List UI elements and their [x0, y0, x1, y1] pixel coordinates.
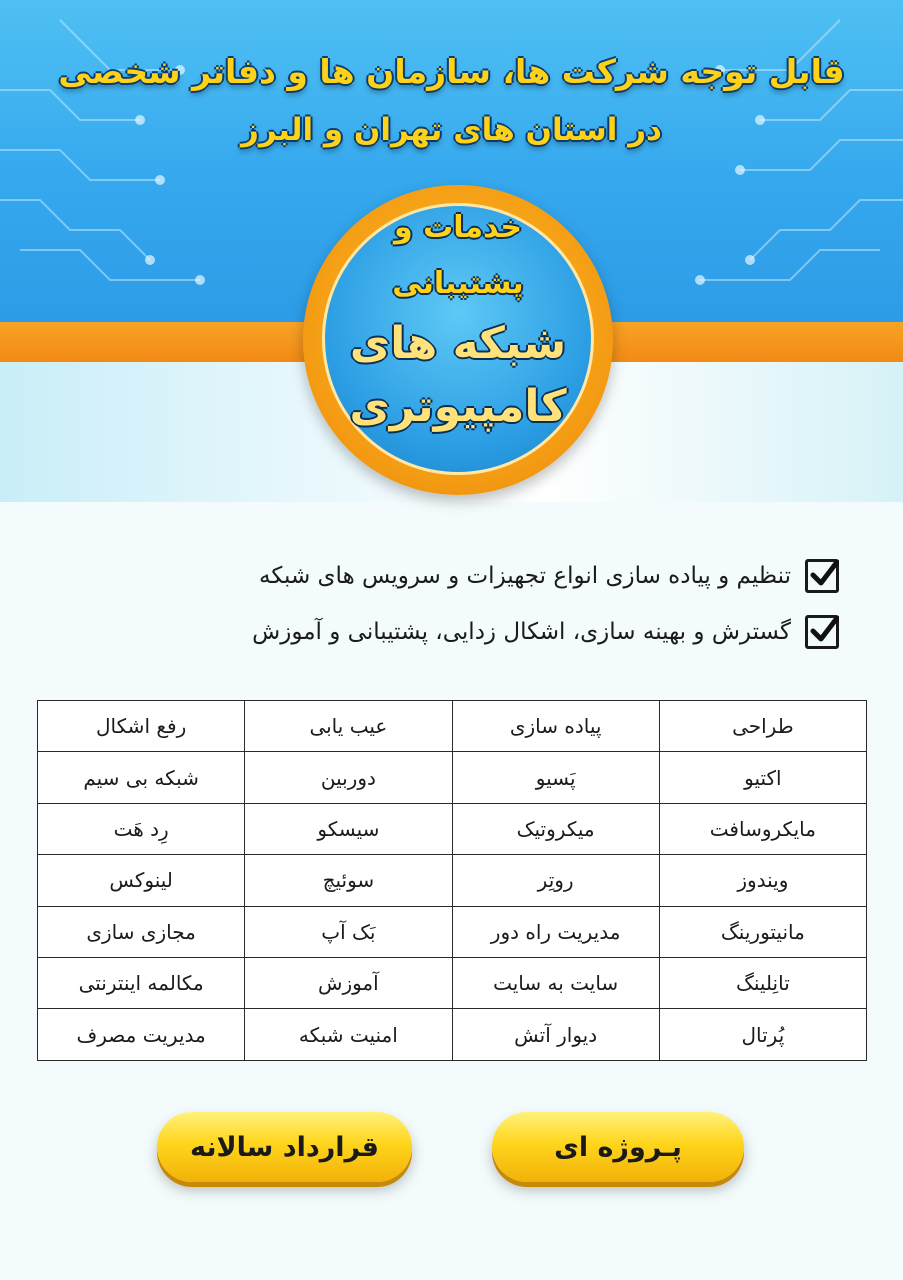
- table-cell: آموزش: [245, 957, 452, 1008]
- table-cell: پیاده سازی: [452, 701, 659, 752]
- table-cell: پَسیو: [452, 752, 659, 803]
- table-cell: سوئیچ: [245, 855, 452, 906]
- annual-contract-button[interactable]: قرارداد سالانه: [157, 1112, 412, 1182]
- table-cell: سیسکو: [245, 803, 452, 854]
- feature-checklist: [59, 548, 839, 660]
- table-row: [38, 855, 867, 906]
- table-cell: تانِلینگ: [659, 957, 866, 1008]
- services-table: [37, 700, 867, 1061]
- table-cell: مجازی سازی: [38, 906, 245, 957]
- table-row: [38, 1009, 867, 1060]
- table-cell: رِد هَت: [38, 803, 245, 854]
- table-cell: دیوار آتش: [452, 1009, 659, 1060]
- table-cell: رفع اشکال: [38, 701, 245, 752]
- header-title: قابل توجه شرکت ها، سازمان ها و دفاتر شخصی: [58, 52, 845, 91]
- table-cell: میکروتیک: [452, 803, 659, 854]
- table-cell: مایکروسافت: [659, 803, 866, 854]
- checkbox-checked-icon: [805, 615, 839, 649]
- badge-line-computer: کامپیوتری: [349, 381, 567, 432]
- table-cell: شبکه بی سیم: [38, 752, 245, 803]
- table-cell: امنیت شبکه: [245, 1009, 452, 1060]
- table-cell: ویندوز: [659, 855, 866, 906]
- checklist-text: تنظیم و پیاده سازی انواع تجهیزات و سرویس های شبکه: [259, 563, 791, 589]
- table-cell: بَک آپ: [245, 906, 452, 957]
- table-row: [38, 701, 867, 752]
- table-cell: لینوکس: [38, 855, 245, 906]
- table-cell: مدیریت مصرف: [38, 1009, 245, 1060]
- header-subtitle: در استان های تهران و البرز: [241, 112, 662, 148]
- table-row: [38, 752, 867, 803]
- table-row: [38, 957, 867, 1008]
- table-cell: روتِر: [452, 855, 659, 906]
- table-cell: طراحی: [659, 701, 866, 752]
- checklist-item: [59, 548, 839, 604]
- table-cell: اکتیو: [659, 752, 866, 803]
- project-button[interactable]: پـروژه ای: [492, 1112, 744, 1182]
- table-cell: دوربین: [245, 752, 452, 803]
- table-row: [38, 803, 867, 854]
- badge-line-networks: شبکه های: [349, 318, 567, 369]
- checklist-text: گسترش و بهینه سازی، اشکال زدایی، پشتیبانی و آموزش: [252, 619, 791, 645]
- checkbox-checked-icon: [805, 559, 839, 593]
- table-row: [38, 906, 867, 957]
- table-cell: سایت به سایت: [452, 957, 659, 1008]
- table-cell: عیب یابی: [245, 701, 452, 752]
- table-cell: مکالمه اینترنتی: [38, 957, 245, 1008]
- table-cell: مدیریت راه دور: [452, 906, 659, 957]
- badge-line-services: خدمات و: [393, 210, 523, 245]
- table-cell: مانیتورینگ: [659, 906, 866, 957]
- table-cell: پُرتال: [659, 1009, 866, 1060]
- checklist-item: [59, 604, 839, 660]
- badge-line-support: پشتیبانی: [392, 266, 524, 301]
